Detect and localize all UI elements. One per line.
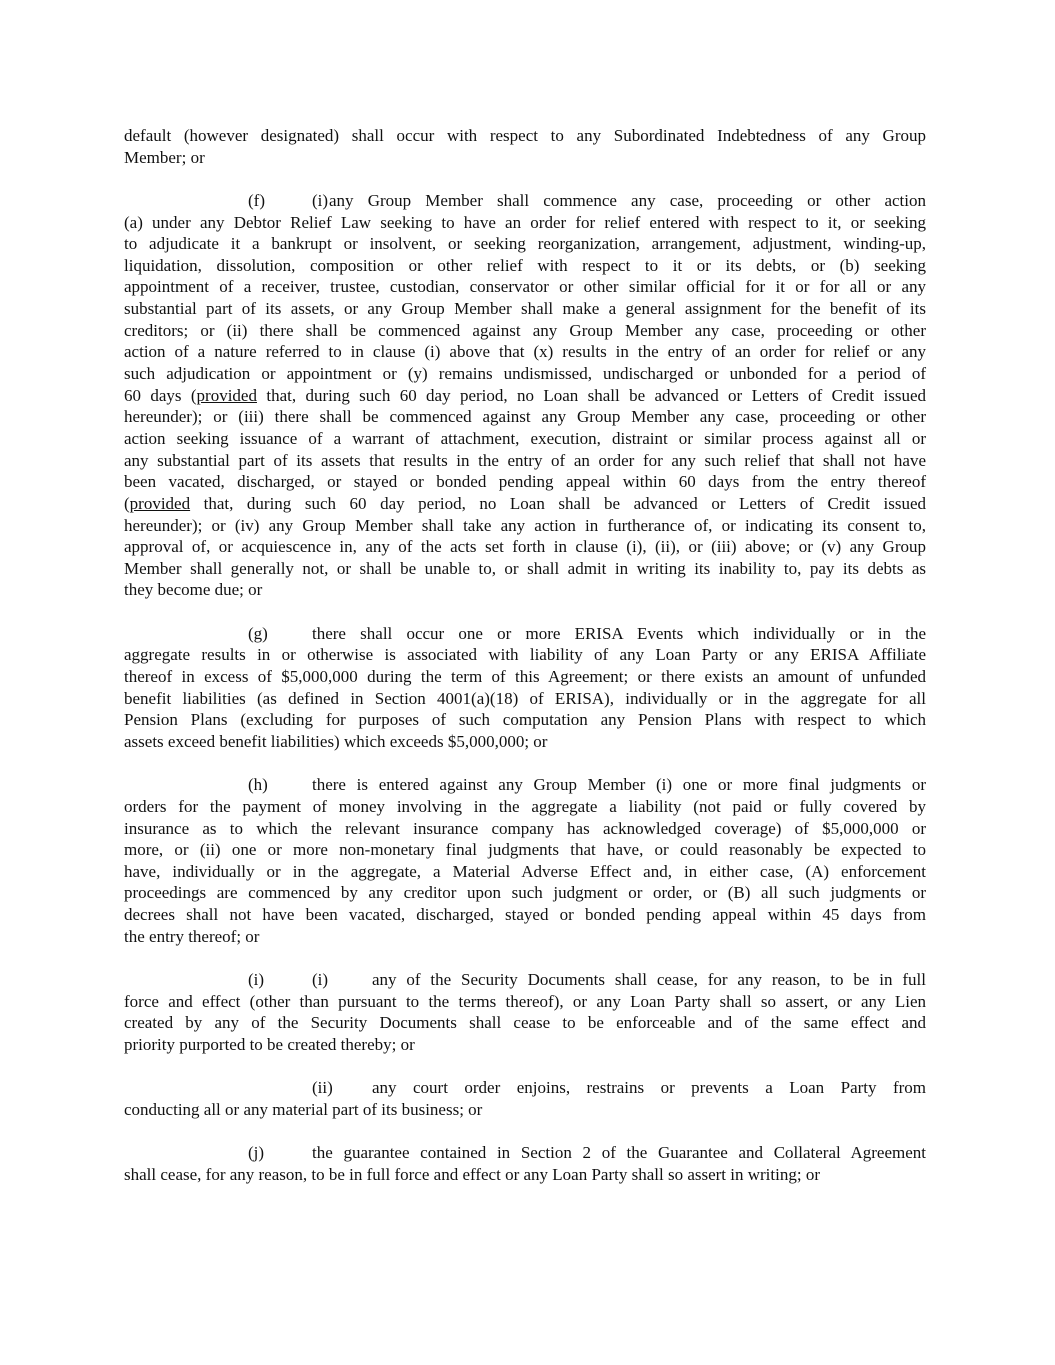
line-text: there shall occur one or more ERISA Events which individually or in the [312,623,926,643]
line-text: the guarantee contained in Section 2 of the Guarantee and Collateral Agreement [312,1143,926,1163]
paragraph-e-cont [124,125,926,168]
text-line: (provided that, during such 60 day period, no Loan shall be advanced or Letters of Credit issued [124,493,926,513]
text-line: substantial part of its assets, or any Group Member shall make a general assignment for the benefit of its [124,299,926,319]
clause-label: (ii) [312,1078,333,1098]
text-line: creditors; or (ii) there shall be commenced against any Group Member any case, proceeding or other [124,320,926,340]
clause-label: (f) [248,190,265,210]
clause-label: (i) [248,969,265,989]
text-line: such adjudication or appointment or (y) remains undismissed, undischarged or unbonded for a period of [124,364,926,384]
text-line: action of a nature referred to in clause (i) above that (x) results in the entry of an order for relief or any [124,342,926,362]
text-line: any substantial part of its assets that results in the entry of an order for any such relief that shall not have [124,450,926,470]
text-line: Pension Plans (excluding for purposes of such computation any Pension Plans with respect to which [124,710,926,730]
text-line: have, individually or in the aggregate, a Material Adverse Effect and, in either case, (A) enforcement [124,861,926,881]
paragraph-h [124,774,926,947]
text-line: more, or (ii) one or more non-monetary final judgments that have, or could reasonably be expected to [124,840,926,860]
paragraph-i-ii [124,1077,926,1120]
text-line: liquidation, dissolution, composition or other relief with respect to it or its debts, or (b) seeking [124,255,926,275]
text-line: proceedings are commenced by any creditor upon such judgment or order, or (B) all such judgments or [124,883,926,903]
text-line: thereof in excess of $5,000,000 during the term of this Agreement; or there exists an amount of unfunded [124,667,926,687]
text-line: priority purported to be created thereby; or [124,1034,415,1054]
text-line: appointment of a receiver, trustee, custodian, conservator or other similar official for it or for all or any [124,277,926,297]
paragraph-first-line [124,190,926,212]
text-line: conducting all or any material part of its business; or [124,1099,483,1119]
text-line: benefit liabilities (as defined in Section 4001(a)(18) of ERISA), individually or in the aggregate for all [124,688,926,708]
text-line: been vacated, discharged, or stayed or bonded pending appeal within 60 days from the entry thereof [124,472,926,492]
paragraph-first-line [124,1142,926,1164]
text-line: to adjudicate it a bankrupt or insolvent, or seeking reorganization, arrangement, adjustment, winding-up, [124,234,926,254]
paragraph-first-line [124,623,926,645]
line-text: any Group Member shall commence any case, proceeding or other action [329,190,926,210]
text-line: created by any of the Security Documents shall cease to be enforceable and of the same effect and [124,1013,926,1033]
text-line: default (however designated) shall occur with respect to any Subordinated Indebtedness of any Group [124,126,926,145]
text-line: Member shall generally not, or shall be unable to, or shall admit in writing its inability to, pay its debts as [124,558,926,578]
line-text: any court order enjoins, restrains or prevents a Loan Party from [372,1078,926,1098]
text-line: hereunder); or (iv) any Group Member shall take any action in furtherance of, or indicating its consent to, [124,515,926,535]
clause-label: (h) [248,775,268,795]
paragraph-first-line [124,969,926,991]
line-text: there is entered against any Group Member (i) one or more final judgments or [312,775,926,795]
paragraph-j [124,1142,926,1185]
underlined-term: provided [129,493,191,513]
paragraph-first-line [124,1077,926,1099]
text-line: aggregate results in or otherwise is associated with liability of any Loan Party or any ERISA Affiliate [124,645,926,665]
text-line: action seeking issuance of a warrant of attachment, execution, distraint or similar process against all or [124,428,926,448]
text-line: (a) under any Debtor Relief Law seeking to have an order for relief entered with respect to it, or seeking [124,212,926,232]
text-line: insurance as to which the relevant insurance company has acknowledged coverage) of $5,000,000 or [124,818,926,838]
clause-label: (j) [248,1143,265,1163]
clause-label: (g) [248,623,268,643]
text-line: hereunder); or (iii) there shall be commenced against any Group Member any case, proceeding or other [124,407,926,427]
text-line: shall cease, for any reason, to be in full force and effect or any Loan Party shall so assert in writing; or [124,1164,820,1184]
text-line: 60 days (provided that, during such 60 day period, no Loan shall be advanced or Letters of Credit issued [124,385,926,405]
text-line: orders for the payment of money involving in the aggregate a liability (not paid or fully covered by [124,796,926,816]
paragraph-i-i [124,969,926,1056]
clause-label: (i) [312,969,329,989]
text-line: decrees shall not have been vacated, discharged, stayed or bonded pending appeal within 45 days from [124,905,926,925]
text-line: they become due; or [124,580,263,600]
clause-label [248,1077,312,1099]
document-page [124,125,926,1207]
text-line: assets exceed benefit liabilities) which exceeds $5,000,000; or [124,731,548,751]
underlined-term: provided [196,385,257,405]
text-line: approval of, or acquiescence in, any of the acts set forth in clause (i), (ii), or (iii) above; or (v) any Group [124,537,926,557]
paragraph-g [124,623,926,753]
text-line: Member; or [124,147,205,167]
text-line: force and effect (other than pursuant to the terms thereof), or any Loan Party shall so assert, or any Lien [124,991,926,1011]
clause-label: (i) [312,190,329,210]
paragraph-first-line [124,774,926,796]
paragraph-f [124,190,926,601]
text-line: the entry thereof; or [124,926,260,946]
line-text: any of the Security Documents shall cease, for any reason, to be in full [372,969,926,989]
